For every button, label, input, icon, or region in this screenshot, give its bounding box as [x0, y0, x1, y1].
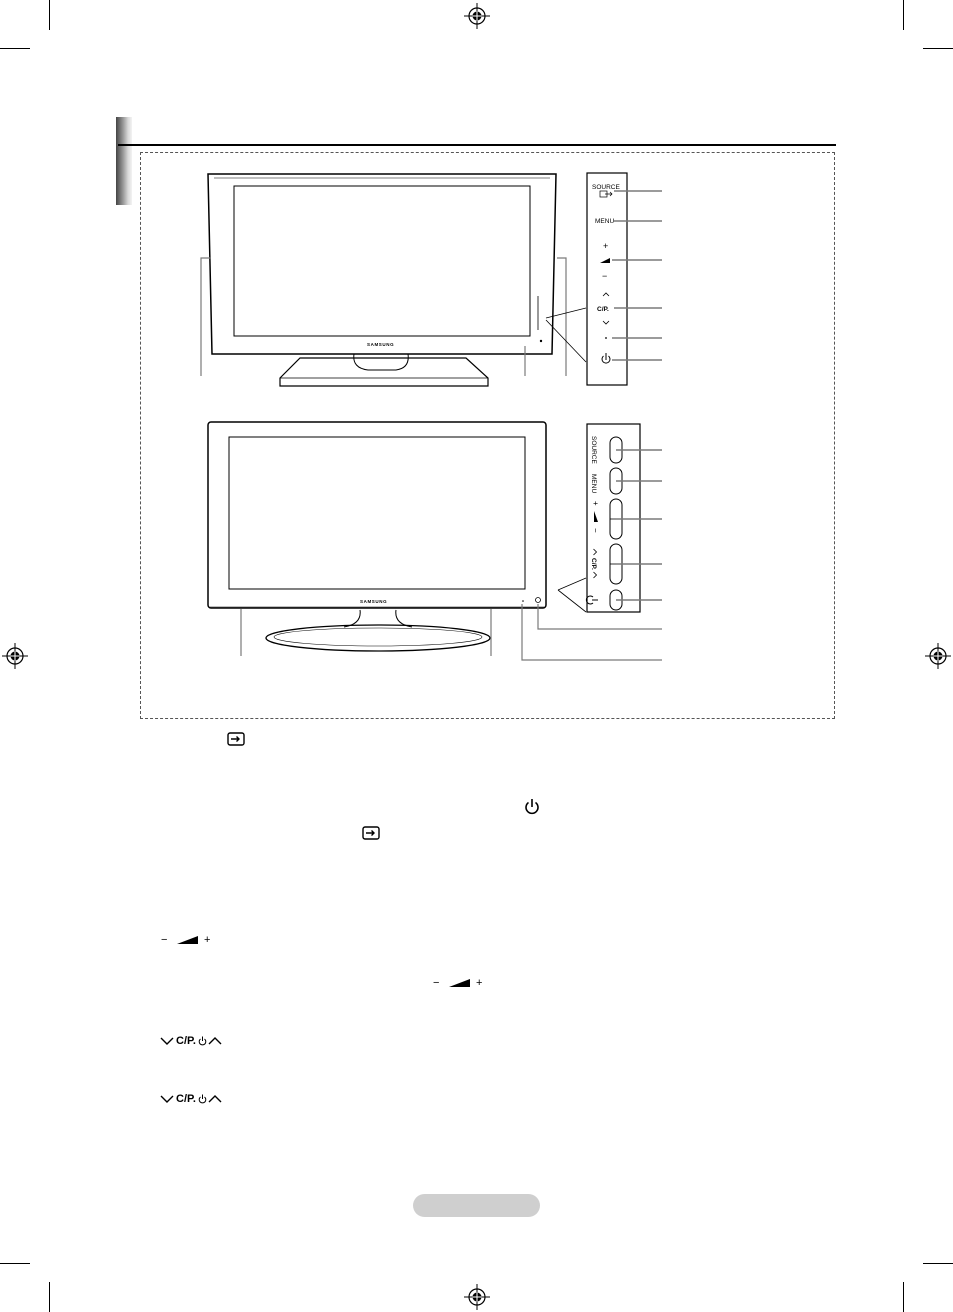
volume-plus-text: + [204, 934, 211, 946]
channel-power-small-icon-2 [198, 1094, 207, 1104]
registration-mark-bottom-icon [464, 1284, 490, 1310]
panel-b-menu-label: MENU [590, 474, 597, 494]
tv-model-a [201, 174, 586, 386]
crop-mark-br-v [903, 1282, 904, 1312]
volume-minus-text: − [161, 934, 168, 946]
channel-power-small-icon [198, 1036, 207, 1046]
chevron-up-icon-2 [208, 1094, 222, 1104]
panel-a-plus-label: + [603, 241, 609, 251]
power-icon [524, 798, 540, 815]
panel-a-channel-label: C/P. [597, 306, 609, 313]
panel-b-channel-label: C/P. [590, 558, 597, 570]
panel-b-minus-label: − [591, 528, 600, 533]
channel-text: C/P. [176, 1035, 196, 1047]
panel-a-menu-label: MENU [595, 218, 615, 225]
chevron-down-icon [160, 1036, 174, 1046]
tv-a-brand-label: SAMSUNG [367, 342, 395, 347]
crop-mark-br-h [923, 1263, 953, 1264]
panel-a-minus-label: − [602, 271, 608, 281]
panel-b-plus-label: + [591, 501, 600, 506]
panel-a-source-label: SOURCE [592, 184, 620, 191]
crop-mark-bl-h [0, 1263, 30, 1264]
volume-plus-text-2: + [476, 977, 483, 989]
chevron-down-icon-2 [160, 1094, 174, 1104]
volume-minus-text-2: − [433, 977, 440, 989]
crop-mark-bl-v [49, 1282, 50, 1312]
page-number-pill [413, 1194, 540, 1217]
source-input-icon-2 [362, 826, 380, 840]
source-input-icon [227, 732, 245, 746]
channel-text-2: C/P. [176, 1093, 196, 1105]
panel-b-source-label: SOURCE [590, 436, 597, 464]
volume-wedge-icon-2 [448, 978, 472, 988]
volume-wedge-icon [176, 935, 200, 945]
tv-b-brand-label: SAMSUNG [360, 599, 388, 604]
side-panel-a [587, 173, 662, 385]
chevron-up-icon [208, 1036, 222, 1046]
